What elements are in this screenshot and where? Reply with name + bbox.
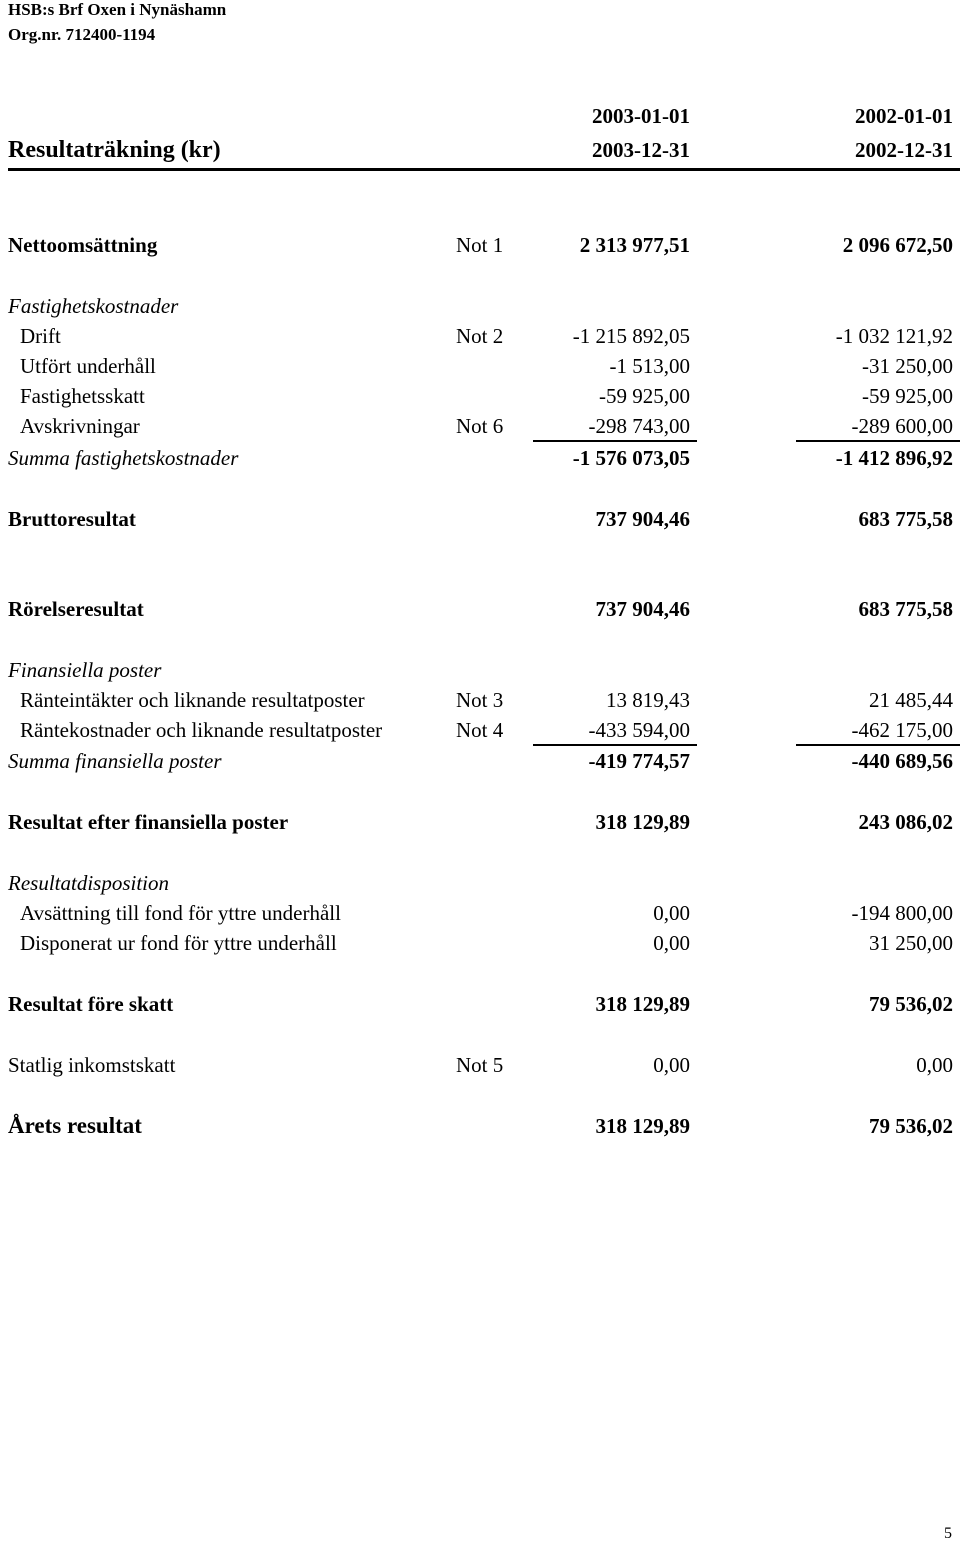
row-value-2002: -194 800,00	[851, 901, 953, 925]
row-value-2003: -298 743,00	[588, 414, 690, 438]
section-heading: Resultatdisposition	[8, 871, 170, 895]
row-value-2003: 0,00	[653, 1053, 690, 1077]
row-value-2002: -31 250,00	[862, 354, 953, 378]
row-label: Nettoomsättning	[8, 233, 158, 257]
row-note: Not 2	[456, 324, 504, 348]
row-resultat-fore-skatt	[0, 989, 960, 1019]
org-name: HSB:s Brf Oxen i Nynäshamn	[8, 0, 227, 19]
row-value-2003: -433 594,00	[588, 718, 690, 742]
current-period-start: 2003-01-01	[592, 104, 690, 128]
row-value-2003: 318 129,89	[595, 1114, 690, 1138]
row-note: Not 4	[456, 718, 504, 742]
row-value-2002: -1 032 121,92	[835, 324, 953, 348]
row-disponerat	[0, 928, 960, 958]
section-heading: Finansiella poster	[8, 658, 162, 682]
row-value-2003: -419 774,57	[588, 749, 690, 773]
row-label: Disponerat ur fond för yttre underhåll	[20, 931, 337, 955]
row-value-2002: 243 086,02	[858, 810, 953, 834]
row-label: Avsättning till fond för yttre underhåll	[20, 901, 341, 925]
row-label: Statlig inkomstskatt	[8, 1053, 176, 1077]
header-rule	[8, 168, 960, 171]
row-value-2002: -59 925,00	[862, 384, 953, 408]
row-value-2002: -289 600,00	[851, 414, 953, 438]
row-label: Ränteintäkter och liknande resultatposter	[20, 688, 365, 712]
row-label: Utfört underhåll	[20, 354, 156, 378]
previous-period-end: 2002-12-31	[855, 138, 953, 162]
row-value-2002: 683 775,58	[858, 507, 953, 531]
row-value-2003: -59 925,00	[599, 384, 690, 408]
row-value-2002: 79 536,02	[869, 992, 953, 1016]
row-label: Bruttoresultat	[8, 507, 136, 531]
row-avskrivningar	[0, 411, 960, 441]
row-label: Årets resultat	[8, 1113, 142, 1138]
row-value-2003: 737 904,46	[595, 507, 690, 531]
row-label: Rörelseresultat	[8, 597, 144, 621]
row-label: Summa finansiella poster	[8, 749, 222, 773]
row-nettoomsattning	[0, 230, 960, 260]
title-row	[0, 135, 960, 165]
row-statlig-inkomstskatt	[0, 1050, 960, 1080]
row-value-2003: 318 129,89	[595, 810, 690, 834]
row-value-2003: -1 215 892,05	[572, 324, 690, 348]
current-period-end: 2003-12-31	[592, 138, 690, 162]
subtotal-underline	[533, 440, 697, 442]
subtotal-underline	[796, 440, 960, 442]
row-label: Drift	[20, 324, 61, 348]
row-value-2003: 0,00	[653, 901, 690, 925]
section-fastighetskostnader	[0, 291, 960, 321]
row-note: Not 1	[456, 233, 504, 257]
row-label: Summa fastighetskostnader	[8, 446, 239, 470]
row-value-2003: 2 313 977,51	[579, 233, 690, 257]
period-start-row	[0, 101, 960, 131]
row-label: Resultat före skatt	[8, 992, 174, 1016]
row-value-2002: 0,00	[916, 1053, 953, 1077]
row-label: Fastighetsskatt	[20, 384, 145, 408]
section-heading: Fastighetskostnader	[8, 294, 179, 318]
row-label: Räntekostnader och liknande resultatposter	[20, 718, 383, 742]
row-summa-fastighetskostnader	[0, 443, 960, 473]
row-value-2002: 31 250,00	[869, 931, 953, 955]
row-value-2003: -1 513,00	[609, 354, 690, 378]
row-ranteintakter	[0, 685, 960, 715]
row-label: Avskrivningar	[20, 414, 140, 438]
previous-period-start: 2002-01-01	[855, 104, 953, 128]
row-value-2002: 683 775,58	[858, 597, 953, 621]
page-number: 5	[944, 1525, 952, 1542]
row-drift	[0, 321, 960, 351]
row-avsattning	[0, 898, 960, 928]
row-note: Not 3	[456, 688, 504, 712]
row-bruttoresultat	[0, 504, 960, 534]
row-label: Resultat efter finansiella poster	[8, 810, 289, 834]
row-value-2002: -462 175,00	[851, 718, 953, 742]
row-arets-resultat	[0, 1111, 960, 1141]
row-value-2002: 79 536,02	[869, 1114, 953, 1138]
row-resultat-efter-finansiella	[0, 807, 960, 837]
row-summa-finansiella	[0, 746, 960, 776]
row-value-2002: 2 096 672,50	[842, 233, 953, 257]
row-value-2003: -1 576 073,05	[572, 446, 690, 470]
org-number: Org.nr. 712400-1194	[8, 25, 156, 44]
section-resultatdisposition	[0, 868, 960, 898]
row-note: Not 5	[456, 1053, 504, 1077]
section-finansiella-poster	[0, 655, 960, 685]
row-value-2003: 318 129,89	[595, 992, 690, 1016]
row-note: Not 6	[456, 414, 504, 438]
row-value-2002: -440 689,56	[851, 749, 953, 773]
row-value-2003: 0,00	[653, 931, 690, 955]
row-value-2002: 21 485,44	[869, 688, 953, 712]
page-title: Resultaträkning (kr)	[8, 137, 221, 163]
row-value-2003: 737 904,46	[595, 597, 690, 621]
row-value-2003: 13 819,43	[606, 688, 690, 712]
row-rorelseresultat	[0, 594, 960, 624]
row-rantekostnader	[0, 715, 960, 745]
row-fastighetsskatt	[0, 381, 960, 411]
row-value-2002: -1 412 896,92	[835, 446, 953, 470]
row-utfort-underhall	[0, 351, 960, 381]
